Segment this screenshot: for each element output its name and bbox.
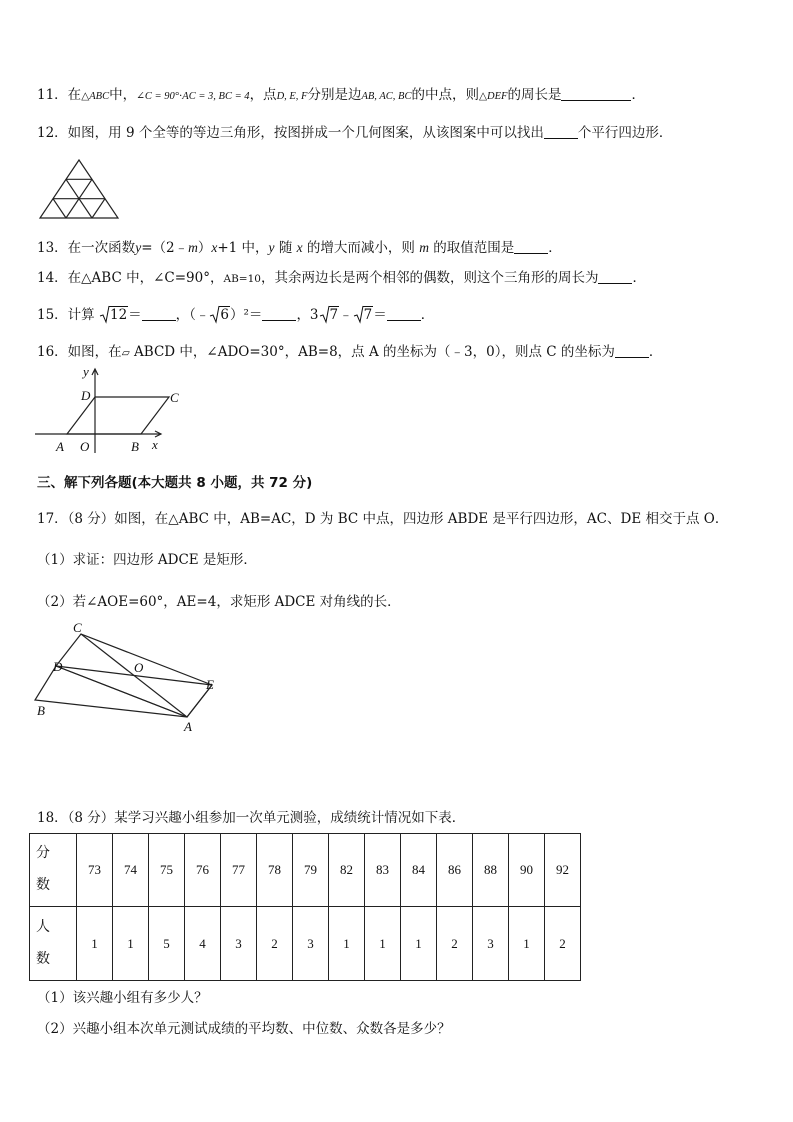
table-row-scores: [30, 834, 581, 907]
row-header-scores: 分 数: [30, 834, 77, 907]
pattern-line: [53, 199, 66, 218]
question-13: 13．在一次函数y=（2﹣m）x+1 中，y 随 x 的增大而减小，则 m 的取值范围是 ．: [37, 240, 562, 256]
answer-blank-15b: [262, 306, 296, 321]
pattern-line: [92, 199, 105, 218]
count-cell: 1: [329, 907, 365, 981]
question-11: 11．在△ABC中，∠C = 90°·AC = 3, BC = 4，点D, E, F分别是边AB, AC, BC的中点，则△DEF的周长是 ．: [37, 87, 645, 103]
question-18-part-2: （2）兴趣小组本次单元测试成绩的平均数、中位数、众数各是多少？: [37, 1021, 451, 1037]
score-cell: 82: [329, 834, 365, 907]
count-cell: 1: [113, 907, 149, 981]
count-cell: 1: [77, 907, 113, 981]
answer-blank-12: [544, 124, 578, 139]
table-row-counts: [30, 907, 581, 981]
question-17-part-1: （1）求证：四边形 ADCE 是矩形．: [37, 552, 257, 568]
question-17: 17．（8 分）如图，在△ABC 中，AB=AC，D 为 BC 中点，四边形 ABDE 是平行四边形，AC、DE 相交于点 O．: [37, 511, 729, 527]
diagonal-ca: [81, 634, 187, 717]
count-cell: 2: [437, 907, 473, 981]
count-cell: 1: [509, 907, 545, 981]
score-statistics-table: [29, 833, 581, 981]
sqrt-7b: 7: [354, 305, 374, 325]
question-12: 12．如图，用 9 个全等的等边三角形，按图拼成一个几何图案，从该图案中可以找出 个平行四边形．: [37, 125, 673, 141]
sqrt-7: 7: [320, 305, 340, 325]
count-cell: 5: [149, 907, 185, 981]
radical-sign: [320, 305, 330, 325]
label-a: A: [56, 439, 64, 454]
label-d: D: [53, 659, 63, 674]
radical-sign: [100, 305, 110, 325]
answer-blank-14: [598, 269, 632, 284]
parallelogram-coordinate-figure: [33, 364, 179, 457]
question-16: 16．如图，在▱ ABCD 中，∠ADO=30°，AB=8，点 A 的坐标为（﹣3，0），则点 C 的坐标为 ．: [37, 344, 663, 360]
question-17-part-2: （2）若∠AOE=60°，AE=4，求矩形 ADCE 对角线的长．: [37, 594, 401, 610]
label-a: A: [184, 719, 192, 734]
score-cell: 86: [437, 834, 473, 907]
count-cell: 4: [185, 907, 221, 981]
section-3-heading: 三、解下列各题(本大题共 8 小题，共 72 分): [37, 475, 313, 491]
label-d: D: [81, 388, 91, 403]
score-cell: 79: [293, 834, 329, 907]
label-b: B: [131, 439, 139, 454]
answer-blank-15a: [142, 306, 176, 321]
rectangle-adce-figure: [35, 620, 225, 735]
score-cell: 92: [545, 834, 581, 907]
label-b: B: [37, 703, 45, 718]
question-18: 18．（8 分）某学习兴趣小组参加一次单元测验，成绩统计情况如下表．: [37, 810, 466, 826]
count-cell: 1: [365, 907, 401, 981]
answer-blank-16: [615, 343, 649, 358]
label-x: x: [152, 437, 158, 452]
score-cell: 76: [185, 834, 221, 907]
label-c: C: [170, 390, 179, 405]
label-o: O: [134, 660, 144, 675]
question-18-part-1: （1）该兴趣小组有多少人？: [37, 990, 208, 1006]
count-cell: 1: [401, 907, 437, 981]
count-cell: 3: [293, 907, 329, 981]
label-c: C: [73, 620, 82, 635]
score-cell: 74: [113, 834, 149, 907]
question-14: 14．在△ABC 中，∠C=90°，AB=10，其余两边长是两个相邻的偶数，则这个三角形的周长为 ．: [37, 270, 646, 286]
label-y: y: [83, 364, 89, 379]
radical-sign: [354, 305, 364, 325]
outer-triangle: [40, 160, 118, 218]
score-cell: 75: [149, 834, 185, 907]
answer-blank-13: [514, 239, 548, 254]
sqrt-6: 6: [210, 305, 230, 325]
score-cell: 77: [221, 834, 257, 907]
count-cell: 3: [221, 907, 257, 981]
answer-blank-11: [561, 86, 631, 101]
row-header-counts: 人 数: [30, 907, 77, 981]
count-cell: 2: [257, 907, 293, 981]
count-cell: 2: [545, 907, 581, 981]
radical-sign: [210, 305, 220, 325]
score-cell: 78: [257, 834, 293, 907]
answer-blank-15c: [387, 306, 421, 321]
score-cell: 84: [401, 834, 437, 907]
sqrt-12: 12: [100, 305, 128, 325]
count-cell: 3: [473, 907, 509, 981]
triangle-pattern-figure: [37, 158, 123, 220]
score-cell: 88: [473, 834, 509, 907]
score-cell: 90: [509, 834, 545, 907]
score-cell: 73: [77, 834, 113, 907]
label-o: O: [80, 439, 90, 454]
label-e: E: [206, 677, 214, 692]
question-15: 15．计算 12＝ ，（﹣ 6）²＝ ，3 7﹣ 7＝ ．: [37, 307, 435, 323]
score-cell: 83: [365, 834, 401, 907]
